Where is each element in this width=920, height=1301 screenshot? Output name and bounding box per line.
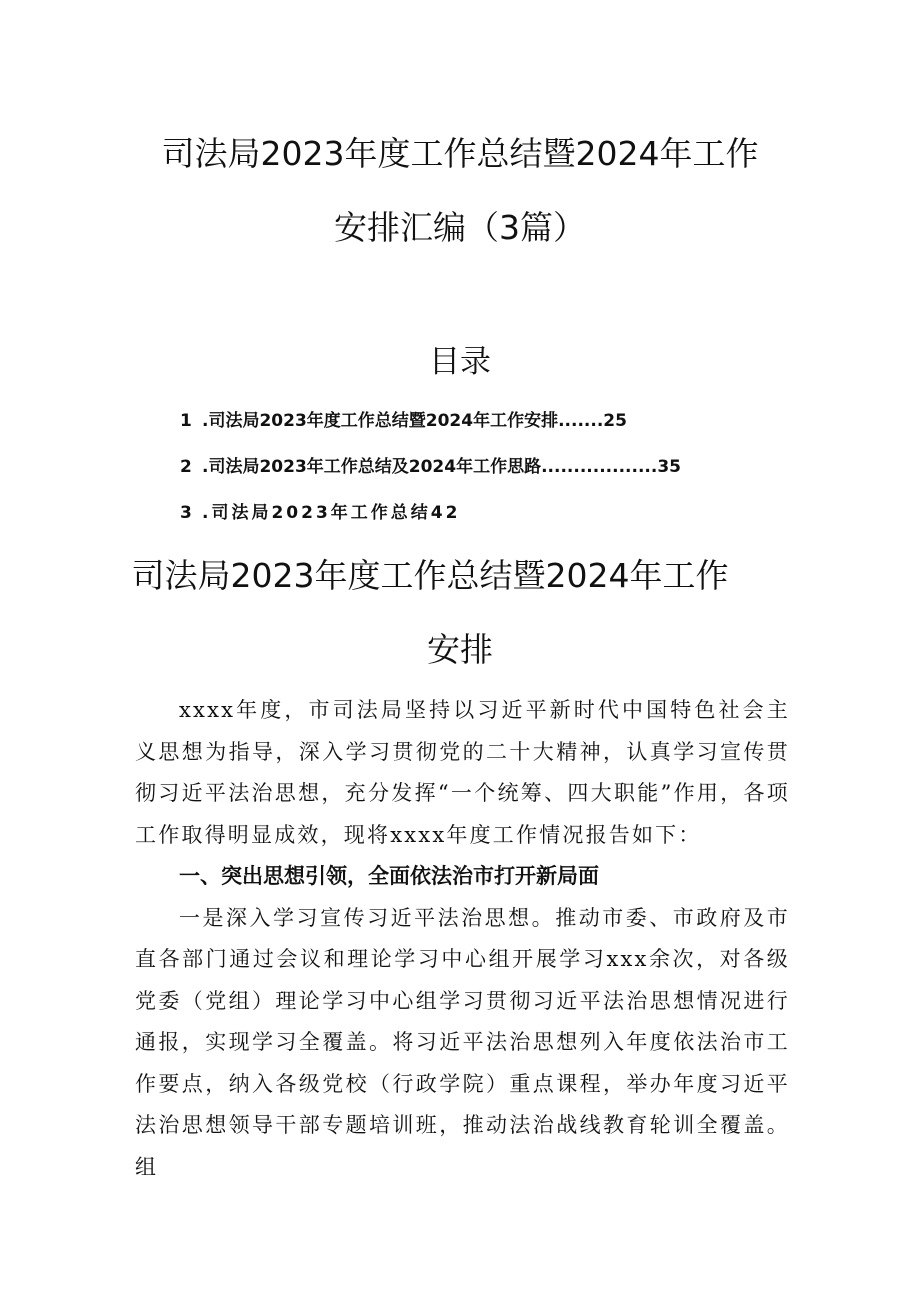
toc-item-text: .司法局2023年工作总结及2024年工作思路..................35 [202,457,681,477]
cover-title-line2: 安排汇编（3篇） [334,208,586,247]
toc-item-1[interactable] [180,404,800,450]
toc-item-text: .司法局2023年度工作总结暨2024年工作安排.......25 [202,411,627,431]
toc-item-2[interactable] [180,450,800,496]
toc-heading: 目录 [429,344,491,380]
table-of-contents [180,404,800,542]
body-paragraph: 一是深入学习宣传习近平法治思想。推动市委、市政府及市直各部门通过会议和理论学习中心组开展学习xxx余次，对各级党委（党组）理论学习中心组学习贯彻习近平法治思想情况进行通报，实现学习全覆盖。将习近平法治思想列入年度依法治市工作要点，纳入各级党校（行政学院）重点课程，举办年度习近平法治思想领导干部专题培训班，推动法治战线教育轮训全覆盖。组 [135,905,790,1179]
toc-item-number: 1 [180,411,192,431]
toc-item-number: 2 [180,457,192,477]
cover-title-line1: 司法局2023年度工作总结暨2024年工作 [161,134,759,173]
article-title-line1: 司法局2023年度工作总结暨2024年工作 [131,556,729,595]
toc-item-3[interactable] [180,496,800,542]
article-body [135,690,790,1188]
article-title-line2: 安排 [427,630,493,669]
toc-item-number: 3 [180,503,192,523]
toc-item-text: .司法局2023年工作总结42 [202,503,461,523]
intro-paragraph: xxxx年度，市司法局坚持以习近平新时代中国特色社会主义思想为指导，深入学习贯彻党的二十大精神，认真学习宣传贯彻习近平法治思想，充分发挥“一个统筹、四大职能”作用，各项工作取得明显成效，现将xxxx年度工作情况报告如下： [135,698,790,847]
section-heading: 一、突出思想引领，全面依法治市打开新局面 [179,864,599,888]
